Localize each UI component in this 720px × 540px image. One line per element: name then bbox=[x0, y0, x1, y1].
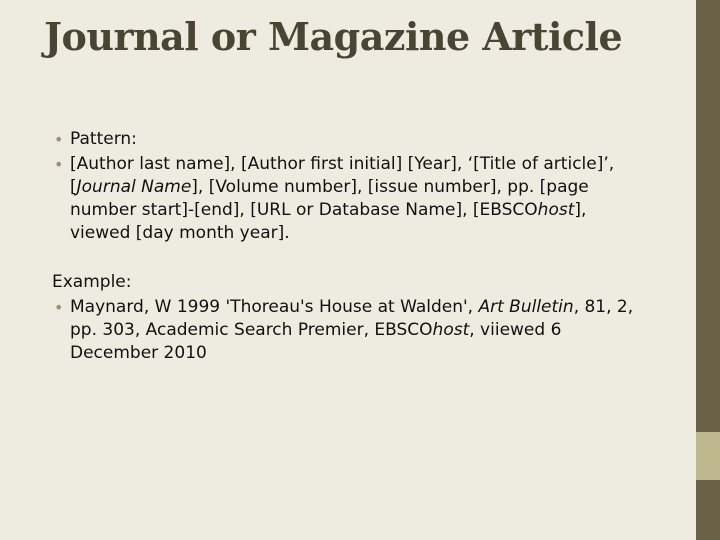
pattern-heading-item bbox=[52, 128, 652, 151]
example-text-3: , viiewed 6 December 2010 bbox=[70, 320, 562, 363]
example-item bbox=[52, 296, 652, 365]
slide-title: Journal or Magazine Article bbox=[44, 14, 623, 59]
pattern-text-1: [Author last name], [Author first initial] [Year], ‘[Title of article]’, [ bbox=[70, 154, 615, 197]
example-host: host bbox=[432, 320, 470, 340]
pattern-host: host bbox=[537, 200, 575, 220]
example-text-2: , 81, 2, pp. 303, Academic Search Premier, EBSCO bbox=[70, 297, 634, 340]
pattern-journal-name: Journal Name bbox=[76, 177, 192, 197]
pattern-item bbox=[52, 153, 652, 245]
sidebar-accent bbox=[696, 432, 720, 480]
slide-content bbox=[52, 128, 652, 367]
decorative-sidebar bbox=[696, 0, 720, 540]
example-journal-name: Art Bulletin bbox=[478, 297, 574, 317]
bullet-icon: • bbox=[54, 298, 64, 317]
spacer bbox=[52, 247, 652, 271]
pattern-heading: Pattern: bbox=[70, 129, 137, 149]
bullet-icon: • bbox=[54, 155, 64, 174]
example-text-1: Maynard, W 1999 'Thoreau's House at Walden', bbox=[70, 297, 479, 317]
example-label: Example: bbox=[52, 272, 132, 292]
pattern-text-2: ], [Volume number], [issue number], pp. [page number start]-[end], [URL or Database Name], [EBSCO bbox=[70, 177, 589, 220]
pattern-text-3: ], viewed [day month year]. bbox=[70, 200, 587, 243]
bullet-icon: • bbox=[54, 130, 64, 149]
